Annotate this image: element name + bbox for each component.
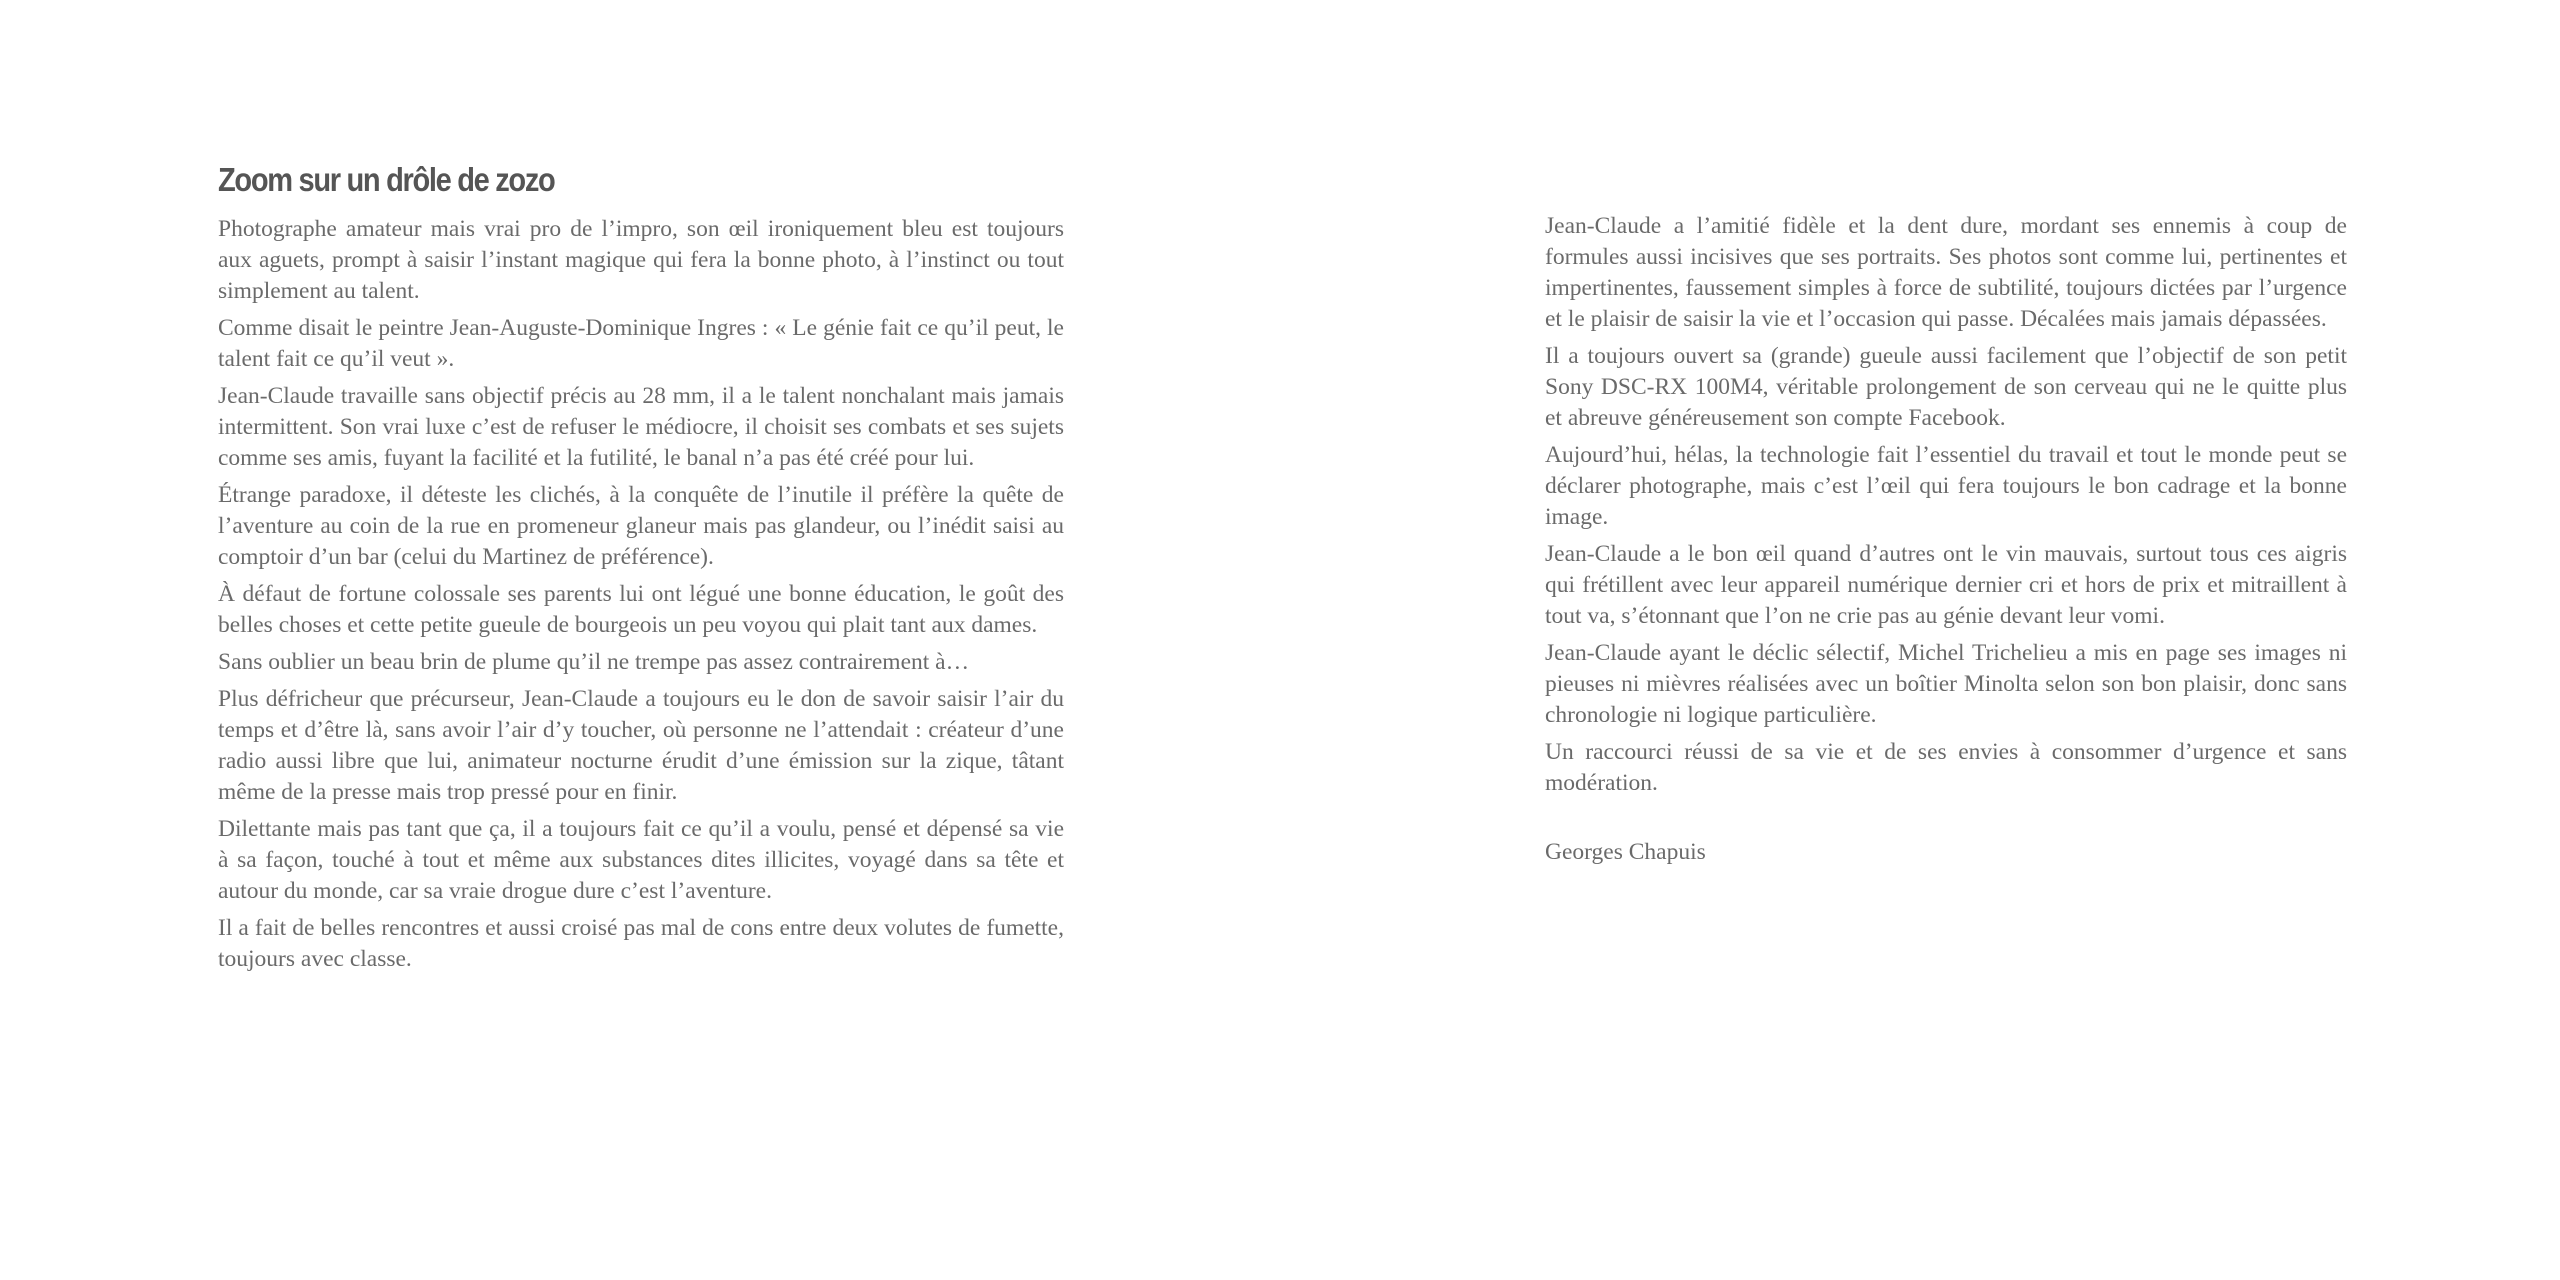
paragraph: Aujourd’hui, hélas, la technologie fait l’essentiel du travail et tout le monde peut se déclarer photographe, mais c’est l’œil qui fera toujours le bon cadrage et la bonne image. bbox=[1545, 442, 2347, 530]
paragraph: Plus défricheur que précurseur, Jean-Claude a toujours eu le don de savoir saisir l’air du temps et d’être là, sans avoir l’air d’y toucher, où personne ne l’attendait : créateur d’une radio aussi libre que lui, animateur nocturne érudit d’une émission sur la zique, tâtant même de la presse mais trop pressé pour en finir. bbox=[218, 686, 1064, 805]
paragraph: Il a toujours ouvert sa (grande) gueule aussi facilement que l’objectif de son petit Sony DSC-RX 100M4, véritable prolongement de son cerveau qui ne le quitte plus et abreuve généreusement son compte Facebook. bbox=[1545, 343, 2347, 431]
paragraph: Il a fait de belles rencontres et aussi croisé pas mal de cons entre deux volutes de fumette, toujours avec classe. bbox=[218, 915, 1064, 972]
right-column bbox=[1545, 211, 2347, 874]
paragraph: Jean-Claude a l’amitié fidèle et la dent dure, mordant ses ennemis à coup de formules aussi incisives que ses portraits. Ses photos sont comme lui, pertinentes et impertinentes, faussement simples à force de subtilité, toujours dictées par l’urgence et le plaisir de saisir la vie et l’occasion qui passe. Décalées mais jamais dépassées. bbox=[1545, 213, 2347, 332]
paragraph: Sans oublier un beau brin de plume qu’il ne trempe pas assez contrairement à… bbox=[218, 649, 970, 675]
paragraph: Étrange paradoxe, il déteste les clichés, à la conquête de l’inutile il préfère la quête de l’aventure au coin de la rue en promeneur glaneur mais pas glandeur, ou l’inédit saisi au comptoir d’un bar (celui du Martinez de préférence). bbox=[218, 482, 1064, 570]
left-column bbox=[218, 160, 1064, 981]
page-title: Zoom sur un drôle de zozo bbox=[218, 161, 555, 198]
paragraph: Photographe amateur mais vrai pro de l’impro, son œil ironiquement bleu est toujours aux aguets, prompt à saisir l’instant magique qui fera la bonne photo, à l’instinct ou tout simplement au talent. bbox=[218, 216, 1064, 304]
paragraph: Jean-Claude ayant le déclic sélectif, Michel Trichelieu a mis en page ses images ni pieuses ni mièvres réalisées avec un boîtier Minolta selon son bon plaisir, donc sans chronologie ni logique particulière. bbox=[1545, 640, 2347, 728]
paragraph: Jean-Claude travaille sans objectif précis au 28 mm, il a le talent nonchalant mais jamais intermittent. Son vrai luxe c’est de refuser le médiocre, il choisit ses combats et ses sujets comme ses amis, fuyant la facilité et la futilité, le banal n’a pas été créé pour lui. bbox=[218, 383, 1064, 471]
paragraph: Jean-Claude a le bon œil quand d’autres ont le vin mauvais, surtout tous ces aigris qui frétillent avec leur appareil numérique dernier cri et hors de prix et mitraillent à tout va, s’étonnant que l’on ne crie pas au génie devant leur vomi. bbox=[1545, 541, 2347, 629]
paragraph: Comme disait le peintre Jean-Auguste-Dominique Ingres : « Le génie fait ce qu’il peut, le talent fait ce qu’il veut ». bbox=[218, 315, 1064, 372]
paragraph: À défaut de fortune colossale ses parents lui ont légué une bonne éducation, le goût des belles choses et cette petite gueule de bourgeois un peu voyou qui plait tant aux dames. bbox=[218, 581, 1064, 638]
paragraph: Un raccourci réussi de sa vie et de ses envies à consommer d’urgence et sans modération. bbox=[1545, 739, 2347, 796]
author-signature: Georges Chapuis bbox=[1545, 839, 1706, 865]
paragraph: Dilettante mais pas tant que ça, il a toujours fait ce qu’il a voulu, pensé et dépensé sa vie à sa façon, touché à tout et même aux substances dites illicites, voyagé dans sa tête et autour du monde, car sa vraie drogue dure c’est l’aventure. bbox=[218, 816, 1064, 904]
